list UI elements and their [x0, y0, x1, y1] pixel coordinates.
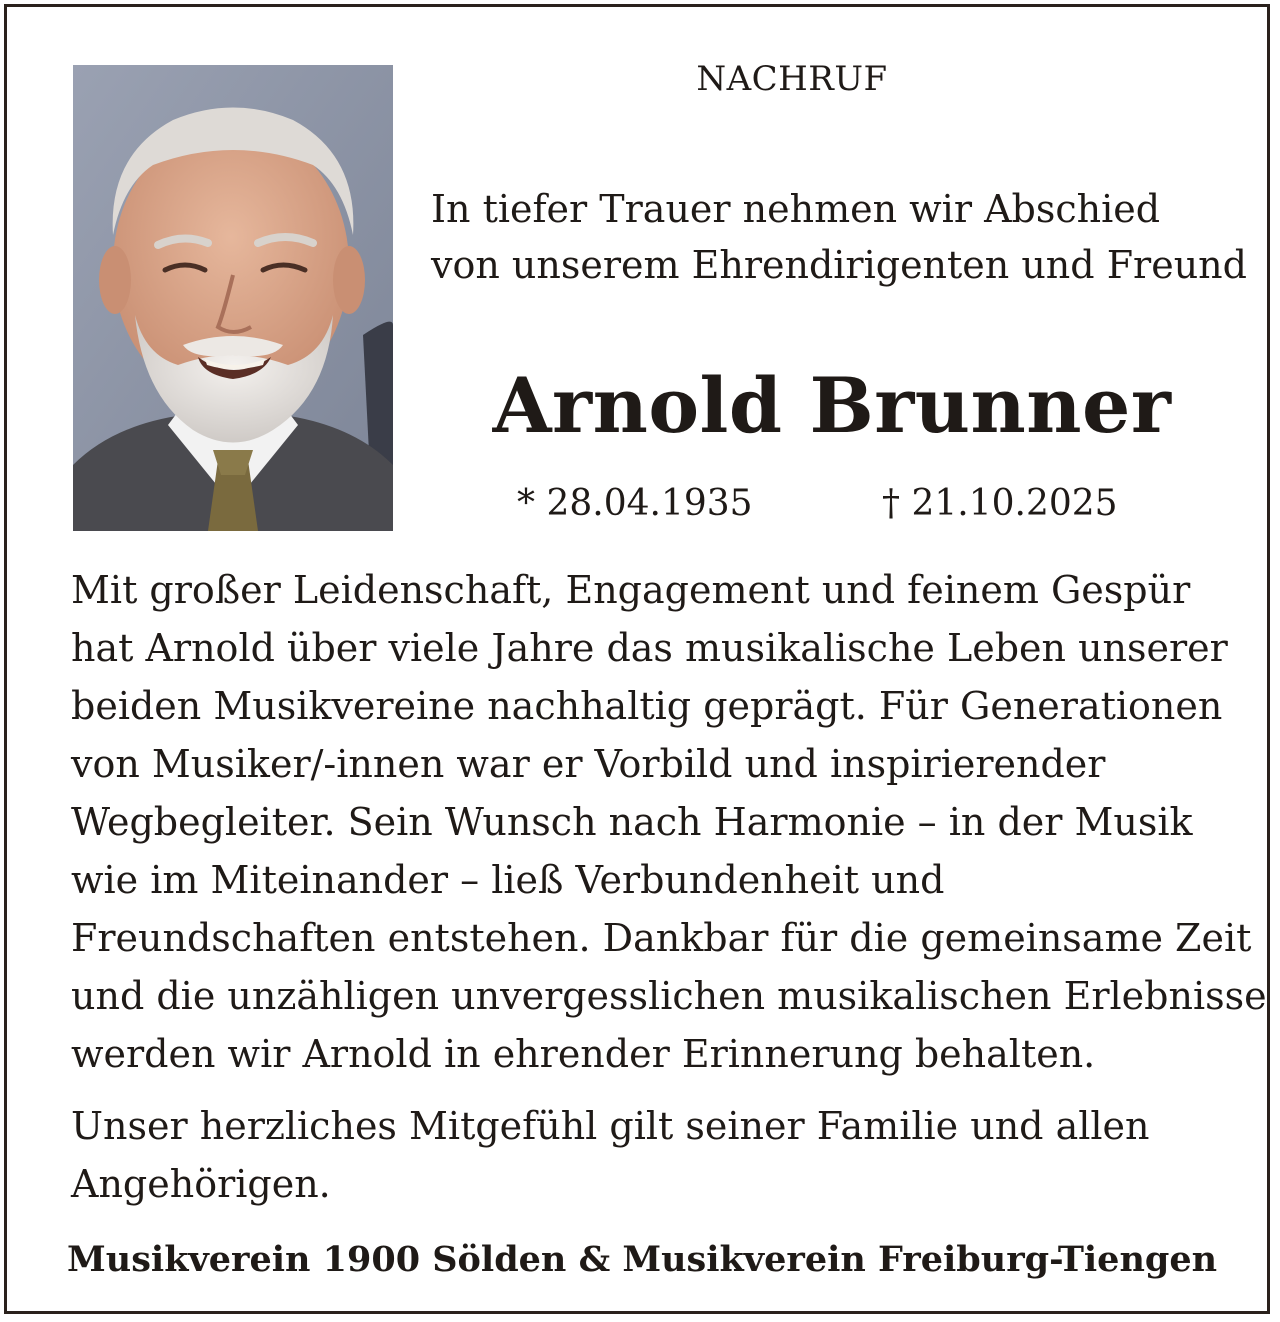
notice-heading: NACHRUF — [696, 59, 888, 99]
condolence-text — [71, 1097, 1251, 1213]
portrait-photo — [73, 65, 393, 531]
birth-date: * 28.04.1935 — [517, 483, 753, 524]
tribute-line: werden wir Arnold in ehrender Erinnerung behalten. — [71, 1032, 1096, 1076]
condolence-line: Angehörigen. — [71, 1162, 331, 1206]
tribute-line: Freundschaften entstehen. Dankbar für die gemeinsame Zeit — [71, 916, 1252, 960]
tribute-line: beiden Musikvereine nachhaltig geprägt. Für Generationen — [71, 684, 1223, 728]
intro-line: von unserem Ehrendirigenten und Freund — [431, 243, 1247, 287]
tribute-line: von Musiker/-innen war er Vorbild und inspirierender — [71, 742, 1106, 786]
tribute-line: hat Arnold über viele Jahre das musikalische Leben unserer — [71, 626, 1228, 670]
tribute-line: Mit großer Leidenschaft, Engagement und feinem Gespür — [71, 568, 1191, 612]
condolence-line: Unser herzliches Mitgefühl gilt seiner Familie und allen — [71, 1104, 1150, 1148]
signature: Musikverein 1900 Sölden & Musikverein Freiburg-Tiengen — [67, 1239, 1218, 1280]
intro-text — [431, 181, 1251, 293]
obituary-frame — [4, 4, 1270, 1314]
tribute-line: Wegbegleiter. Sein Wunsch nach Harmonie – in der Musik — [71, 800, 1193, 844]
death-date: † 21.10.2025 — [882, 483, 1118, 524]
tribute-text — [71, 561, 1267, 1083]
deceased-name: Arnold Brunner — [492, 361, 1172, 450]
intro-line: In tiefer Trauer nehmen wir Abschied — [431, 187, 1161, 231]
tribute-line: und die unzähligen unvergesslichen musikalischen Erlebnisse — [71, 974, 1267, 1018]
tribute-line: wie im Miteinander – ließ Verbundenheit und — [71, 858, 945, 902]
